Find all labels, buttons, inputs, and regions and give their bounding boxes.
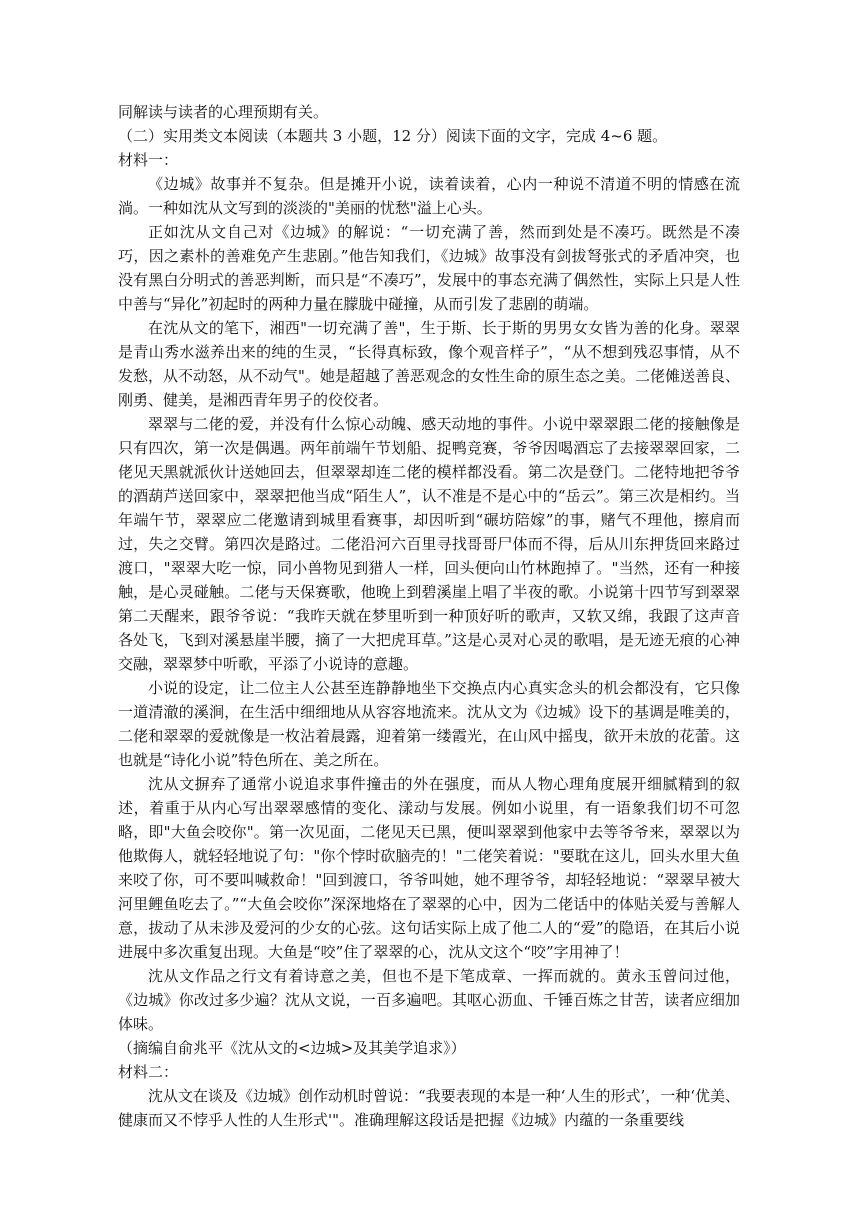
material-two-label: 材料二： xyxy=(118,1063,179,1081)
paragraph-4: 翠翠与二佬的爱，并没有什么惊心动魄、感天动地的事件。小说中翠翠跟二佬的接触像是只有四次，第一次是偶遇。两年前端午节划船、捉鸭竞赛，爷爷因喝酒忘了去接翠翠回家，二佬见天黑就派伙计送她回去，但翠翠却连二佬的模样都没看。第二次是登门。二佬特地把爷爷的酒葫芦送回家中，翠翠把他当成“陌生人”，认不准是不是心中的“岳云”。第三次是相约。当年端午节，翠翠应二佬邀请到城里看赛事，却因听到“碾坊陪嫁”的事，赌气不理他，擦肩而过，失之交臂。第四次是路过。二佬沿河六百里寻找哥哥尸体而不得，后从川东押货回来路过渡口，"翠翠大吃一惊，同小兽物见到猎人一样，回头便向山竹林跑掉了。"当然，还有一种接触，是心灵碰触。二佬与天保赛歌，他晚上到碧溪崖上唱了半夜的歌。小说第十四节写到翠翠第二天醒来，跟爷爷说：“我昨天就在梦里听到一种顶好听的歌声，又软又绵，我跟了这声音各处飞，飞到对溪悬崖半腰，摘了一大把虎耳草。”这是心灵对心灵的歌唱，是无迹无痕的心神交融，翠翠梦中听歌，平添了小说诗的意趣。 xyxy=(118,415,740,673)
paragraph-7: 沈从文作品之行文有着诗意之美，但也不是下笔成章、一挥而就的。黄永玉曾问过他，《边城》你改过多少遍？沈从文说，一百多遍吧。其呕心沥血、千锤百炼之甘苦，读者应细加体味。 xyxy=(118,967,740,1033)
paragraph-8: 沈从文在谈及《边城》创作动机时曾说：“我要表现的本是一种‘人生的形式’，一种‘优美、健康而又不悖乎人性的人生形式'"。准确理解这段话是把握《边城》内蕴的一条重要线 xyxy=(118,1087,740,1129)
source-citation: （摘编自俞兆平《沈从文的<边城>及其美学追求》） xyxy=(118,1039,466,1057)
material-one-label: 材料一： xyxy=(118,151,179,169)
text-line-intro: 同解读与读者的心理预期有关。 xyxy=(118,103,329,121)
section-heading: （二）实用类文本阅读（本题共 3 小题，12 分）阅读下面的文字，完成 4~6 题。 xyxy=(118,127,668,145)
paragraph-2: 正如沈从文自己对《边城》的解说：“一切充满了善，然而到处是不凑巧。既然是不凑巧，因之素朴的善难免产生悲剧。”他告知我们，《边城》故事没有剑拔弩张式的矛盾冲突，也没有黑白分明式的善恶判断，而只是“不凑巧”，发展中的事态充满了偶然性，实际上只是人性中善与“异化”初起时的两种力量在朦胧中碰撞，从而引发了悲剧的萌端。 xyxy=(118,223,740,313)
paragraph-5: 小说的设定，让二位主人公甚至连静静地坐下交换点内心真实念头的机会都没有，它只像一道清澈的溪涧，在生活中细细地从从容容地流来。沈从文为《边城》设下的基调是唯美的，二佬和翠翠的爱就像是一枚沾着晨露，迎着第一缕霞光，在山风中摇曳，欲开未放的花蕾。这也就是“诗化小说”特色所在、美之所在。 xyxy=(118,679,740,769)
paragraph-3: 在沈从文的笔下，湘西"一切充满了善"，生于斯、长于斯的男男女女皆为善的化身。翠翠是青山秀水滋养出来的纯的生灵，“长得真标致，像个观音样子”，“从不想到残忍事情，从不发愁，从不动怒，从不动气"。她是超越了善恶观念的女性生命的原生态之美。二佬傩送善良、刚勇、健美，是湘西青年男子的佼佼者。 xyxy=(118,319,740,409)
document-page xyxy=(118,100,740,1132)
paragraph-1: 《边城》故事并不复杂。但是摊开小说，读着读着，心内一种说不清道不明的情感在流淌。一种如沈从文写到的淡淡的"美丽的忧愁"溢上心头。 xyxy=(118,175,740,217)
paragraph-6: 沈从文摒弃了通常小说追求事件撞击的外在强度，而从人物心理角度展开细腻精到的叙述，着重于从内心写出翠翠感情的变化、漾动与发展。例如小说里，有一语象我们切不可忽略，即"大鱼会咬你"。第一次见面，二佬见天已黑，便叫翠翠到他家中去等爷爷来，翠翠以为他欺侮人，就轻轻地说了句："你个悖时砍脑壳的！"二佬笑着说："要耽在这儿，回头水里大鱼来咬了你，可不要叫喊救命！"回到渡口，爷爷叫她，她不理爷爷，却轻轻地说：“翠翠早被大河里鲤鱼吃去了。”“大鱼会咬你”深深地烙在了翠翠的心中，因为二佬话中的体贴关爱与善解人意，拔动了从未涉及爱河的少女的心弦。这句话实际上成了他二人的“爱”的隐语，在其后小说进展中多次重复出现。大鱼是“咬”住了翠翠的心，沈从文这个“咬”字用神了！ xyxy=(118,775,740,961)
